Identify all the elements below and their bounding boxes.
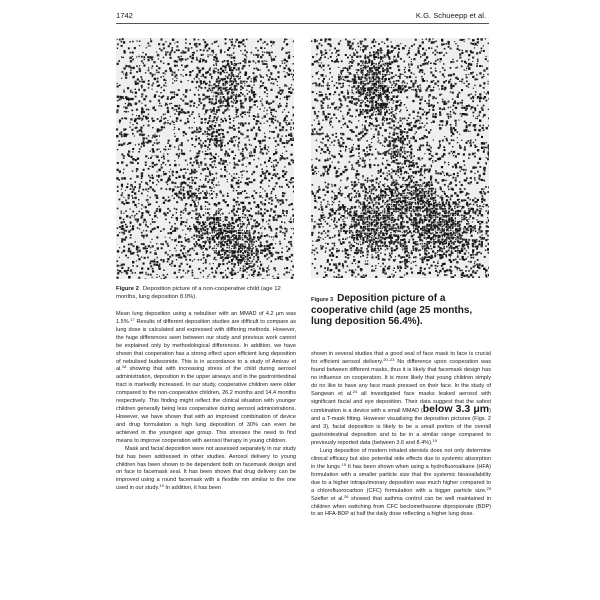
citation-ref: 25 [486,485,491,491]
figure-3-label: Figure 3 [311,297,334,303]
citation-ref: 15 [341,461,346,467]
highlighted-mmad-value: below 3.3 μm [422,403,490,416]
figure-3-caption-text: Deposition picture of a cooperative child (age 25 months, lung deposition 56.4%). [311,293,473,327]
figure-2-caption [116,285,296,301]
figure-2-caption-text: Deposition picture of a non-cooperative child (age 12 months, lung deposition 8.0%). [116,286,281,300]
page-number: 1742 [116,11,133,20]
figure-2-label: Figure 2 [116,286,139,292]
figure-3-caption [311,293,491,328]
citation-ref: 17 [130,316,135,322]
running-header-authors: K.G. Schueepp et al. [415,11,486,20]
citation-ref: 19 [432,438,437,444]
citation-ref: 26 [343,493,349,499]
citation-ref: 18 [121,364,127,370]
right-paragraph-1: shown in several studies that a good seal of face mask to face is crucial for efficient aerosol delivery.$^{20-23}$ No difference upon cooperation was found between different masks, thus it is likely that facemask design has no influence on cooperation. It is more likely that young children simply do no like to have any face mask pressed on their face. In the study of Sangwan et al.$^{24}$ all investigated face masks leaked aerosol with significant facial and eye deposition. Their data suggest that the safest combination is a device with a small MMAD (below 3.3 μm) and a T-mask fitting. However visualising the deposition pictures (Figs. 2 and 3), facial deposition is likely to be a small portion of the overall gastrointestinal deposition and to be in a similar range compared to previously reported data (between 3.6 and 8.4%).$^{19}$ [311,351,491,447]
figure-2-scintigraphy-image [116,38,294,279]
citation-ref: 20–23 [383,356,395,362]
left-paragraph-2: Mask and facial deposition were not assessed separately in our study but has been addressed in other studies. Aerosol delivery to young children has been shown to be dependent both on facemask design and on face to facemask seal. It has been shown that drug delivery can be improved using a round facemask with a flexible rim similar to the one used in our study.$^{19}$ In addition, it has been [116,445,296,492]
figure-2-noise-canvas [116,38,294,279]
header-rule [116,23,489,24]
figure-3-scintigraphy-image [311,38,489,278]
left-paragraph-1: Mean lung deposition using a nebuliser with an MMAD of 4.2 μm was 1.5%.$^{17}$ Results of different deposition studies are difficult to compare as lung dose is calculated and expressed with differing methods. However, the huge differences seen between our study and previous work cannot be explained only by methodological differences. In addition, we have shown that cooperation has a strong effect upon efficient lung deposition of nebulised budesonide. This is in accordance to a study of Amirav et al.$^{18}$ showing that with increasing stress of the child during aerosol administration, deposition in the upper airways and in the gastrointestinal tract is markedly increased. In our study, cooperative children were older compared to the non-cooperative children, 26.2 months and 14.4 months respectively. This finding might reflect the clinical situation with younger children generally being less cooperative during aerosol administrations. However, we have shown that with an improved combination of device and drug formulation a high lung deposition of 30% can even be achieved in the youngest age group. This stresses the need to find means to improve cooperation with aerosol therapy in young children. [116,311,296,444]
citation-ref: 24 [352,388,358,394]
figure-3-noise-canvas [311,38,489,278]
citation-ref: 19 [159,483,164,489]
left-text-column [116,311,296,493]
right-paragraph-2: Lung deposition of modern inhaled steroids does not only determine clinical efficacy but also potential side effects due to systemic absorption in the lungs.$^{15}$ It has been shown when using a hydrofluoroalkane (HFA) formulation with a smaller particle size that the systemic bioavailability due to a higher intrapulmonary deposition was much higher compared to a chlorofluorocarbon (CFC) formulation with a bigger particle size.$^{25}$ Szefler et al.$^{26}$ showed that asthma control can be well maintained in children when switching from CFC beclomethasone dipropionate (BDP) to an HFA-BDP at half the daily dose reflecting a higher lung dose. [311,448,492,518]
right-text-column [311,351,491,519]
